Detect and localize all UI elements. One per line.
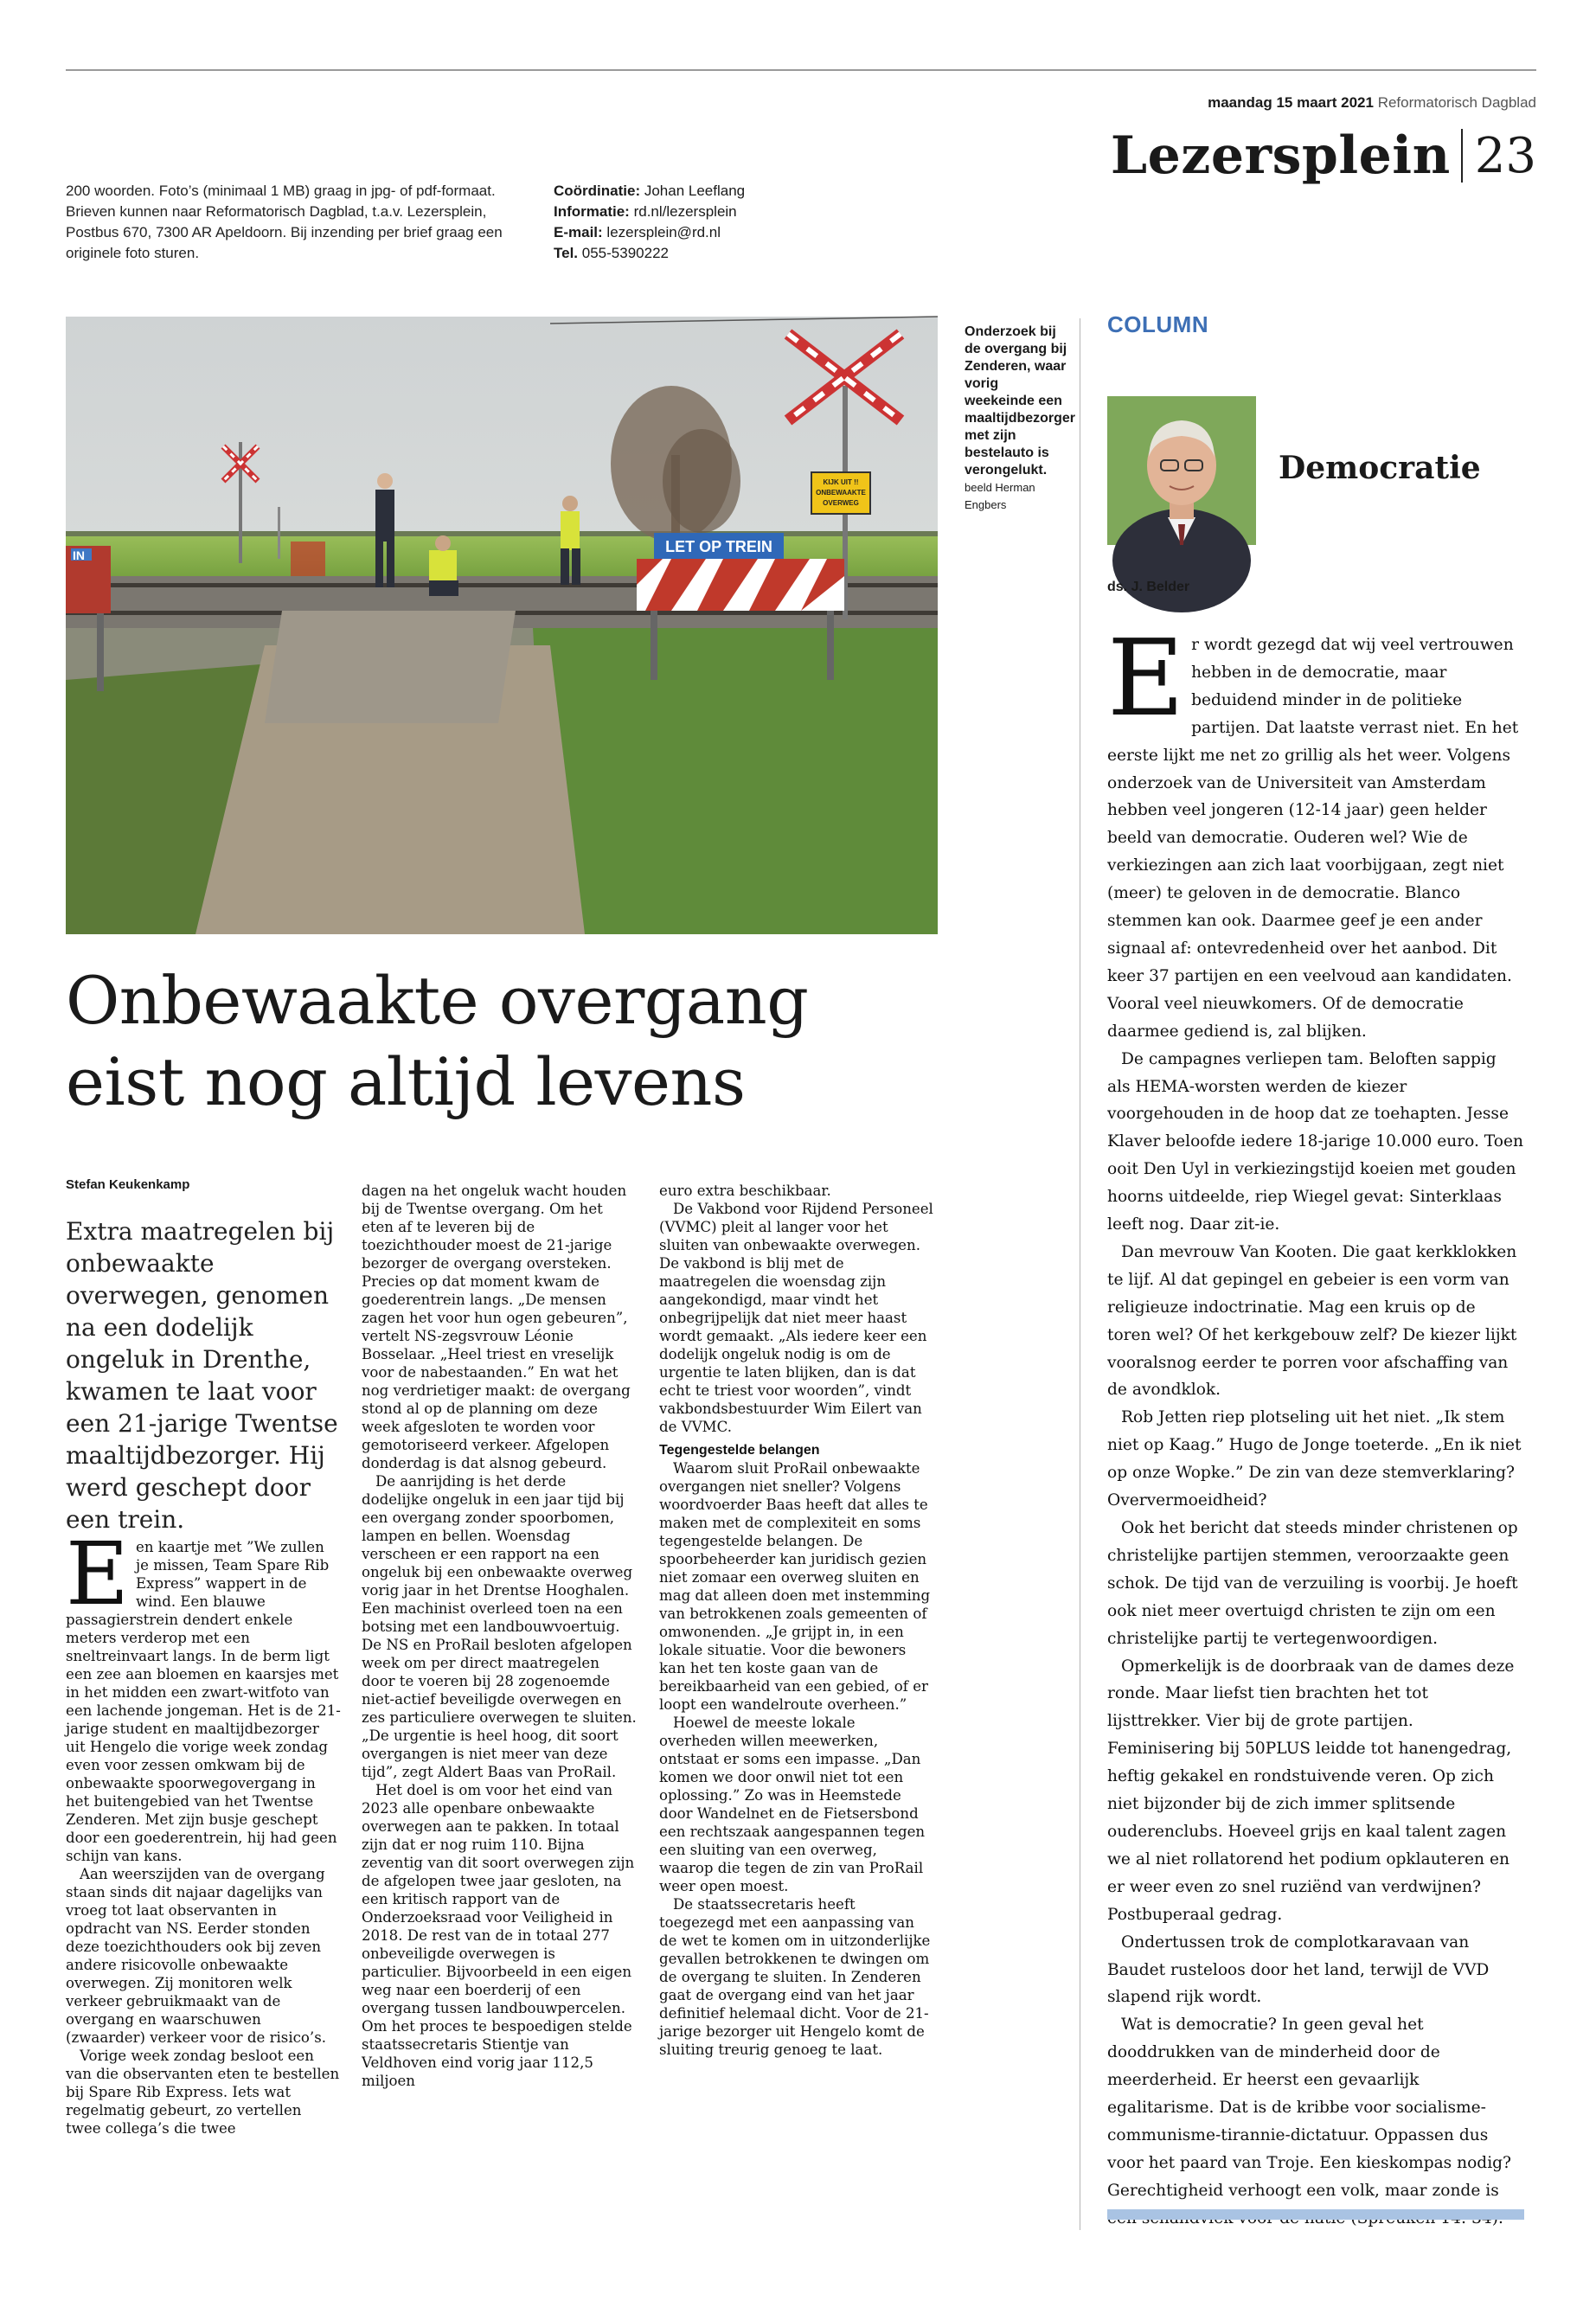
let-op-trein-sign: LET OP TREIN [665,538,772,555]
coordinator-label: Coördinatie: [554,183,641,199]
email-link[interactable]: lezersplein@rd.nl [606,224,721,240]
phone-number: 055-5390222 [581,245,669,261]
paragraph: De staatssecretaris heeft toegezegd met een aanpassing van de wet te komen om in uitzonderlijke gevallen betrokkenen te dwingen om de overgang te sluiten. In Zenderen gaat de overgang eind van het jaar definitief helemaal dicht. Voor de 21-jarige bezorger uit Hengelo komt de sluiting treurig genoeg te laat. [659,1896,931,2058]
section-header [1111,121,1536,190]
paragraph: De Vakbond voor Rijdend Personeel (VVMC) pleit al langer voor het sluiten van onbewaakte overwegen. De vakbond is blij met de maatregelen die woensdag zijn aangekondigd, maar vindt het onbegrijpelijk dat niet meer haast wordt gemaakt. „Als iedere keer een dodelijk ongeluk nodig is om de urgentie te laten blijken, dan is dat echt te triest voor woorden”, vindt vakbondsbestuurder Wim Eilert van de VVMC. [659,1201,933,1435]
page-number: 23 [1474,127,1536,184]
paragraph: Opmerkelijk is de doorbraak van de dames deze ronde. Maar liefst tien brachten het tot lijsttrekker. Vier bij de grote partijen. Feminisering bij 50PLUS leidde tot hanengedrag, heftig gekakel en rondstuivende veren. Op zich niet bijzonder bij de zich immer splitsende ouderenclubs. Hoeveel grijs en kaal talent zagen we al niet rollatorend het podium opklauteren en er weer even zo snel ruziënd van verdwijnen? Postbuperaal gedrag. [1107,1657,1515,1924]
paragraph: Aan weerszijden van de overgang staan sinds dit najaar dagelijks van vroeg tot laat observanten in opdracht van NS. Eerder stonden deze toezichthouders ook bij zeven andere risicovolle onbewaakte overwegen. Zij monitoren welk verkeer gebruikmaakt van de overgang en waarschuwen (zwaarder) verkeer voor de risico’s. [66,1866,326,2046]
paragraph: euro extra beschikbaar. [659,1183,831,1199]
paragraph: Vorige week zondag besloot een van die observanten eten te bestellen bij Spare Rib Express. Iets wat regelmatig gebeurt, zo vertellen twee collega’s die twee [66,2048,340,2137]
article-column-1 [66,1523,341,2282]
paragraph: Waarom sluit ProRail onbewaakte overgangen niet sneller? Volgens woordvoerder Baas heeft dat alles te maken met de complexiteit en soms tegengestelde belangen. De spoorbeheerder kan juridisch gezien niet zomaar een overweg sluiten en mag dat alleen doen met instemming van betrokkenen zoals gemeenten of omwonenden. „Je grijpt in, in een lokale situatie. Voor die bewoners kan het ten koste gaan van de bereikbaarheid van een gebied, of er loopt een wandelroute overheen.” [659,1460,931,1713]
paragraph: De aanrijding is het derde dodelijke ongeluk in een jaar tijd bij een overgang zonder spoorbomen, lampen en bellen. Woensdag verscheen er een rapport na een ongeluk bij een onbewaakte overweg vorig jaar in het Drentse Hooghalen. Een machinist overleed toen na een botsing met een landbouwvoertuig. De NS en ProRail besloten afgelopen week om per direct maatregelen door te voeren bij 28 zogenoemde niet-actief beveiligde overwegen en zes particuliere overwegen te sluiten. „De urgentie is heel hoog, dit soort overgangen is niet meer van deze tijd”, zegt Aldert Baas van ProRail. [362,1473,637,1780]
top-rule [66,69,1536,71]
byline: Stefan Keukenkamp [66,1177,190,1192]
paragraph: Het doel is om voor het eind van 2023 alle openbare onbewaakte overwegen aan te pakken. In totaal zijn dat er nog ruim 110. Bijna zeventig van dit soort overwegen zijn de afgelopen twee jaar gesloten, na een kritisch rapport van de Onderzoeksraad voor Veiligheid in 2018. De rest van de in totaal 277 onbeveiligde overwegen is particulier. Bijvoorbeeld in een eigen weg naar een boerderij of een overgang tussen landbouwpercelen. Om het proces te bespoedigen stelde staatssecretaris Stientje van Veldhoven eind vorig jaar 112,5 miljoen [362,1782,635,2089]
paragraph: Ook het bericht dat steeds minder christenen op christelijke partijen stemmen, veroorzaakte geen schok. De tijd van de verzuiling is voorbij. Je hoeft ook niet meer overtuigd christen te zijn om een christelijke partij te vertegenwoordigen. [1107,1519,1518,1648]
column-body [1107,617,1524,2200]
article-headline: Onbewaakte overgang eist nog altijd levens [66,962,809,1120]
article-column-2 [362,1182,637,2282]
paragraph: Wat is democratie? In geen geval het dooddrukken van de minderheid door de meerderheid. Er heerst een gevaarlijk egalitarisme. Dat is de kribbe voor socialisme-communisme-tirannie-dictatuur. Oppassen dus voor het paard van Troje. Een kieskompas nodig? Gerechtigheid verhoogt een volk, maar zonde is [1107,2016,1512,2200]
issue-date: maandag 15 maart 2021 [1208,94,1374,111]
drop-cap: E [66,1523,129,1625]
dateline [1208,94,1536,112]
paper-name: Reformatorisch Dagblad [1377,94,1536,111]
small-sign-line-2: ONBEWAAKTE [816,489,866,497]
paragraph: Dan mevrouw Van Kooten. Die gaat kerkklokken te lijf. Al dat gepingel en gebeier is een vorm van religieuze indoctrinatie. Mag een kruis op de toren wel? Of het kerkgebouw zelf? De kiezer lijkt vooralsnog eerder te porren voor afschaffing van de avondklok. [1107,1242,1517,1400]
article-column-3 [659,1182,934,2282]
paragraph: De campagnes verliepen tam. Beloften sappig als HEMA-worsten werden de kiezer voorgehouden in de hoop dat ze toehapten. Jesse Klaver beloofde iedere 18-jarige 10.000 euro. Toen ooit Den Uyl in verkiezingstijd koeien met gouden hoorns uitdeelde, riep Wiegel gevat: Sinterklaas leeft nog. Daar zit-ie. [1107,1049,1523,1234]
section-name: Lezersplein [1110,125,1451,186]
photo-credit: beeld Herman Engbers [965,481,1035,511]
tel-label: Tel. [554,245,579,261]
info-label: Informatie: [554,203,630,220]
bottom-bar [1107,2209,1524,2220]
subheading: Tegengestelde belangen [659,1443,820,1458]
paragraph: r wordt gezegd dat wij veel vertrouwen hebben in de democratie, maar beduidend minder in de politieke partijen. Dat laatste verrast niet. En het eerste lijkt me net zo grillig als het weer. Volgens onderzoek van de Universiteit van Amsterdam hebben veel jongeren (12-14 jaar) geen helder beeld van democratie. Ouderen wel? Wie de verkiezingen aan zich laat voorbijgaan, zegt niet (meer) te geloven in de democratie. Blanco stemmen kan ook. Daarmee geef je een ander signaal af: ontevredenheid over het aanbod. Dit keer 37 partijen en een veelvoud aan kandidaten. Vooral veel nieuwkomers. Of de democratie daarmee gediend is, zal blijken. [1107,636,1519,1041]
paragraph: Rob Jetten riep plotseling uit het niet. „Ik stem niet op Kaag.” Hugo de Jonge toeterde. „En ik niet op onze Wopke.” De zin van deze stemverklaring? Oververmoeidheid? [1107,1408,1522,1510]
column-title: Democratie [1279,450,1481,486]
paragraph: en kaartje met ”We zullen je missen, Team Spare Rib Express” wappert in de wind. Een blauwe passagierstrein dendert enkele meters verderop met een sneltreinvaart langs. In de berm ligt een zee aan bloemen en kaarsjes met in het midden een zwart-witfoto van een lachende jongeman. Het is de 21-jarige student en maaltijdbezorger uit Hengelo die vorige week zondag even voor zessen omkwam bij de onbewaakte spoorwegovergang in het buitengebied van het Twentse Zenderen. Met zijn busje geschept door een goederentrein, hij had geen schijn van kans. [66,1539,341,1864]
small-sign-line-3: OVERWEG [823,499,859,507]
article-photo [66,317,938,934]
coordinator: Johan Leeflang [644,183,746,199]
column-label: COLUMN [1107,311,1209,337]
left-sign-text: IN [73,548,85,562]
paragraph: dagen na het ongeluk wacht houden bij de Twentse overgang. Om het eten af te leveren bij de toezichthouder moest de 21-jarige bezorger de overgang oversteken. Precies op dat moment kwam de goederentrein langs. „De mensen zagen het voor hun ogen gebeuren”, vertelt NS-zegsvrouw Léonie Bosselaar. „Heel triest en vreselijk voor de nabestaanden.” En wat het nog verdrietiger maakt: de overgang stond al op de planning om deze week afgesloten te worden voor gemotoriseerd verkeer. Afgelopen donderdag is dat alsnog gebeurd. [362,1183,631,1471]
small-sign-line-1: KIJK UIT !! [823,478,859,486]
photo-caption [965,324,1076,514]
column-author: ds. J. Belder [1107,580,1190,594]
drop-cap: E [1107,617,1185,740]
email-label: E-mail: [554,224,603,240]
info-link[interactable]: rd.nl/lezersplein [633,203,737,220]
contact-info [554,181,839,264]
author-avatar [1107,396,1256,545]
paragraph: Ondertussen trok de complotkaravaan van Baudet rusteloos door het land, terwijl de VVD slapend rijk wordt. [1107,1932,1490,2007]
submission-info: 200 woorden. Foto’s (minimaal 1 MB) graag in jpg- of pdf-formaat. Brieven kunnen naar Reformatorisch Dagblad, t.a.v. Lezersplein, Postbus 670, 7300 AR Apeldoorn. Bij inzending per brief graag een originele foto sturen. [66,183,503,261]
caption-text: Onderzoek bij de overgang bij Zenderen, waar vorig weekeinde een maaltijdbezorger met zijn bestelauto is verongelukt. [965,324,1076,478]
section-divider [1461,129,1463,183]
paragraph: Hoewel de meeste lokale overheden willen meewerken, ontstaat er soms een impasse. „Dan komen we door onwil niet tot een oplossing.” Zo was in Heemstede door Wandelnet en de Fietsersbond een rechtszaak aangespannen tegen een sluiting van een overweg, waarop die tegen de zin van ProRail weer open moest. [659,1715,926,1894]
article-intro: Extra maatregelen bij onbewaakte overwegen, genomen na een dodelijk ongeluk in Drenthe, kwamen te laat voor een 21-jarige Twentse maaltijdbezorger. Hij werd geschept door een trein. [66,1217,338,1534]
